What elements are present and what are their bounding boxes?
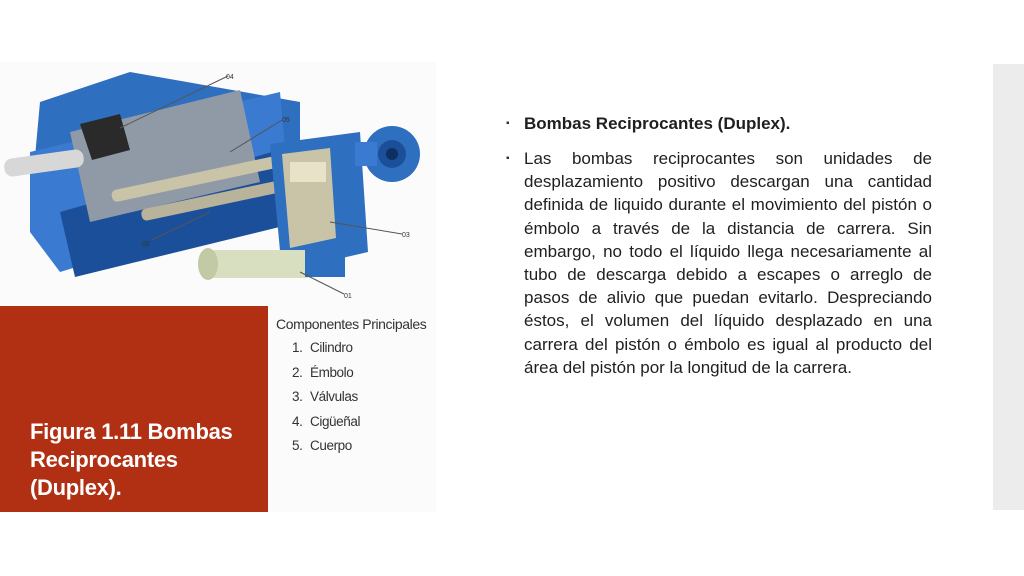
right-side-strip [993,64,1024,510]
component-item [276,389,432,414]
component-label: Cilindro [310,340,353,355]
component-number: 1. [292,340,303,355]
components-title: Componentes Principales [276,316,427,332]
slide-text [506,112,932,391]
suction-pipe [205,250,315,278]
bullet-icon: ▪ [506,153,510,164]
part-label-02: 02 [142,241,150,248]
component-item [276,438,432,463]
part-label-05: 05 [282,117,290,124]
component-number: 3. [292,389,303,404]
component-label: Cigüeñal [310,413,361,429]
slide-heading: Bombas Reciprocantes (Duplex). [524,114,791,133]
component-item [276,365,432,390]
components-legend [276,316,432,463]
part-label-01: 01 [344,293,352,300]
figure-caption: Figura 1.11 Bombas Reciprocantes (Duplex). [30,419,233,500]
bullet-body-item [506,147,932,379]
component-number: 2. [292,364,303,380]
component-label: Émbolo [310,364,354,380]
component-number: 5. [292,438,303,453]
valve-chamber [290,162,326,182]
slide-body-text: Las bombas reciprocantes son unidades de desplazamiento positivo descargan una cantidad definida de liquido durante el movimiento del pistón o émbolo a través de la distancia de carrera. Sin embargo, no todo el líquido llega necesariamente al tubo de descarga debido a escapes o arreglo de pasos de alivio que puedan evitarlo. Despreciando éstos, el volumen del líquido desplazado en una carrera del pistón o émbolo es igual al producto del área del pistón por la longitud de la carrera. [524,149,932,377]
component-label: Válvulas [310,389,358,404]
components-list [276,340,432,463]
component-number: 4. [292,413,303,429]
bullet-heading-item [506,112,932,135]
component-item [276,414,432,439]
bullet-icon: ▪ [506,118,510,129]
component-item [276,340,432,365]
component-label: Cuerpo [310,438,352,453]
part-label-04: 04 [226,74,234,81]
part-label-03: 03 [402,232,410,239]
